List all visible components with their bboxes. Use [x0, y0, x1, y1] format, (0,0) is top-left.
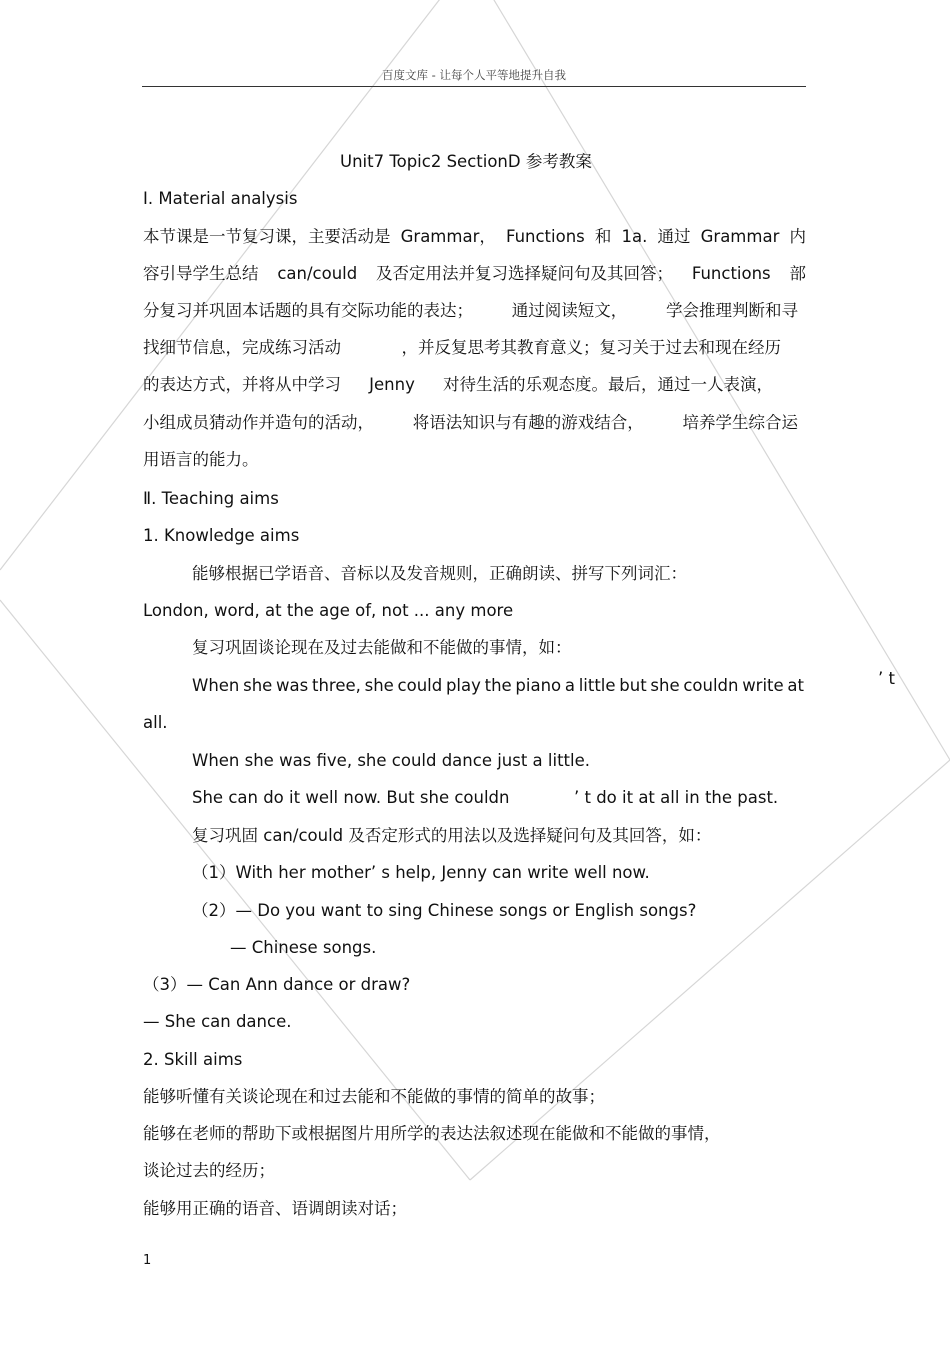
page-number: 1: [143, 1253, 152, 1268]
example-item: — She can dance.: [143, 1012, 292, 1031]
vocab-list: London, word, at the age of, not ... any more: [143, 601, 514, 620]
paragraph-line: 小组成员猜动作并造句的活动， 将语法知识与有趣的游戏结合， 培养学生综合运: [143, 413, 798, 432]
knowledge-aims-heading: 1. Knowledge aims: [143, 526, 300, 545]
review-intro: 复习巩固 can/could 及否定形式的用法以及选择疑问句及其回答，如：: [192, 826, 712, 845]
vocab-intro: 能够根据已学语音、音标以及发音规则，正确朗读、拼写下列词汇：: [192, 564, 687, 583]
skill-aim-line: 谈论过去的经历；: [143, 1161, 275, 1180]
paragraph-line: 容引导学生总结 can/could 及否定用法并复习选择疑问句及其回答； Functions 部: [143, 264, 806, 283]
skill-aims-heading: 2. Skill aims: [143, 1050, 243, 1069]
example-item: （2）— Do you want to sing Chinese songs or English songs?: [192, 901, 697, 920]
paragraph-line: 的表达方式，并将从中学习 Jenny 对待生活的乐观态度。最后，通过一人表演，: [143, 375, 773, 394]
example-sentence-continuation: all.: [143, 713, 168, 732]
example-item: （3）— Can Ann dance or draw?: [143, 975, 411, 994]
paragraph-line: 用语言的能力。: [143, 450, 259, 469]
paragraph-line: 本节课是一节复习课，主要活动是 Grammar， Functions 和 1a. 通过 Grammar 内: [143, 227, 806, 246]
section1-heading: Ⅰ. Material analysis: [143, 189, 298, 208]
example-sentence: When she was three, she could play the piano a little but she couldn write at: [192, 676, 804, 695]
section2-heading: Ⅱ. Teaching aims: [143, 489, 279, 508]
document-title: Unit7 Topic2 SectionD 参考教案: [340, 152, 592, 171]
example-item: （1）With her mother’ s help, Jenny can write well now.: [192, 863, 650, 882]
skill-aim-line: 能够听懂有关谈论现在和过去能和不能做的事情的简单的故事；: [143, 1087, 605, 1106]
skill-aim-line: 能够用正确的语音、语调朗读对话；: [143, 1199, 407, 1218]
example-sentence: She can do it well now. But she couldn: [192, 788, 510, 807]
paragraph-line: 分复习并巩固本话题的具有交际功能的表达； 通过阅读短文， 学会推理判断和寻: [143, 301, 798, 320]
example-sentence-apostrophe: ’ t: [878, 669, 895, 688]
paragraph-line: 找细节信息，完成练习活动 ，并反复思考其教育意义；复习关于过去和现在经历: [143, 338, 781, 357]
skill-aim-line: 能够在老师的帮助下或根据图片用所学的表达法叙述现在能做和不能做的事情，: [143, 1124, 721, 1143]
example-sentence: When she was five, she could dance just a little.: [192, 751, 591, 770]
example-item: — Chinese songs.: [230, 938, 377, 957]
page-header: 百度文库 - 让每个人平等地提升自我: [142, 64, 806, 87]
review-intro: 复习巩固谈论现在及过去能做和不能做的事情，如：: [192, 638, 572, 657]
example-sentence: ’ t do it at all in the past.: [574, 788, 779, 807]
